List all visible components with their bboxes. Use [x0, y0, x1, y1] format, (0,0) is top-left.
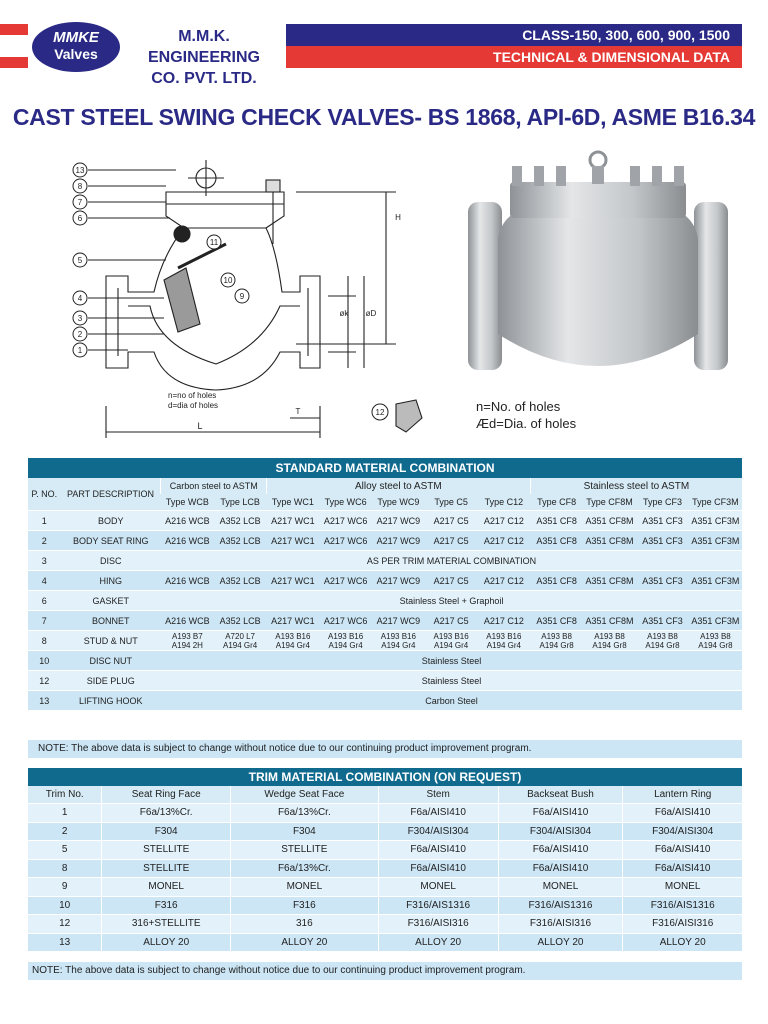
trim-cell: F6a/AISI410 [498, 841, 623, 860]
trim-cell: 316 [231, 915, 379, 934]
trim-cell: F316/AISI316 [623, 915, 742, 934]
legend-d: Æd=Dia. of holes [476, 416, 577, 431]
trim-col-header: Trim No. [28, 786, 102, 804]
company-name-line1: M.M.K. ENGINEERING [147, 28, 260, 66]
trim-cell: F6a/AISI410 [623, 841, 742, 860]
trim-row [28, 915, 742, 934]
material-cell: A217 WC6 [319, 571, 372, 591]
trim-row [28, 896, 742, 915]
company-logo [32, 22, 120, 72]
row-pno: 6 [28, 591, 61, 611]
material-note: NOTE: The above data is subject to change without notice due to our continuing product improvement program. [28, 740, 742, 758]
header-red-accent [0, 24, 28, 68]
trim-col-header: Lantern Ring [623, 786, 742, 804]
trim-cell: F316/AISI316 [378, 915, 498, 934]
material-cell: A351 CF3M [689, 611, 742, 631]
trim-cell: F316/AIS1316 [623, 896, 742, 915]
trim-cell: F316 [102, 896, 231, 915]
row-part: BONNET [61, 611, 161, 631]
trim-row [28, 859, 742, 878]
row-pno: 13 [28, 691, 61, 711]
trim-cell: STELLITE [231, 841, 379, 860]
note-d-holes: d=dia of holes [168, 401, 219, 410]
type-header: Type CF8 [530, 494, 583, 511]
type-header: Type LCB [214, 494, 267, 511]
valve-photo [468, 148, 728, 388]
trim-cell: ALLOY 20 [623, 933, 742, 951]
trim-cell: 13 [28, 933, 102, 951]
trim-cell: STELLITE [102, 859, 231, 878]
material-cell: A351 CF8M [583, 571, 636, 591]
trim-cell: F304/AISI304 [378, 822, 498, 841]
material-cell: A351 CF3M [689, 511, 742, 531]
material-cell: A217 WC1 [266, 531, 319, 551]
material-row [28, 611, 742, 631]
trim-cell: F6a/13%Cr. [231, 859, 379, 878]
material-cell: A217 C12 [477, 611, 530, 631]
material-cell: A351 CF8 [530, 511, 583, 531]
material-row [28, 511, 742, 531]
trim-col-header: Stem [378, 786, 498, 804]
dim-d-label: øD [365, 309, 377, 318]
group-carbon: Carbon steel to ASTM [161, 478, 267, 494]
material-cell: A351 CF3M [689, 571, 742, 591]
company-name [124, 26, 284, 89]
material-cell: A193 B8 A194 Gr8 [583, 631, 636, 651]
class-label: CLASS-150, 300, 600, 900, 1500 [522, 27, 730, 43]
material-cell: A217 WC9 [372, 611, 425, 631]
trim-table-title: TRIM MATERIAL COMBINATION (ON REQUEST) [28, 768, 742, 786]
row-pno: 3 [28, 551, 61, 571]
material-row [28, 551, 742, 571]
trim-cell: F6a/AISI410 [378, 804, 498, 823]
row-part: STUD & NUT [61, 631, 161, 651]
row-span-value: AS PER TRIM MATERIAL COMBINATION [161, 551, 742, 571]
trim-cell: 1 [28, 804, 102, 823]
trim-note: NOTE: The above data is subject to change without notice due to our continuing product improvement program. [28, 962, 742, 980]
material-cell: A216 WCB [161, 611, 214, 631]
type-header: Type WCB [161, 494, 214, 511]
trim-cell: MONEL [102, 878, 231, 897]
material-cell: A352 LCB [214, 511, 267, 531]
material-cell: A217 WC6 [319, 511, 372, 531]
col-part: PART DESCRIPTION [61, 478, 161, 511]
row-pno: 10 [28, 651, 61, 671]
material-cell: A217 C5 [425, 611, 478, 631]
trim-cell: F6a/13%Cr. [231, 804, 379, 823]
material-cell: A351 CF3 [636, 611, 689, 631]
material-cell: A217 WC9 [372, 511, 425, 531]
dim-t-label: T [295, 407, 301, 416]
trim-cell: F6a/AISI410 [498, 859, 623, 878]
callout-6: 6 [77, 214, 83, 223]
trim-cell: MONEL [498, 878, 623, 897]
material-cell: A193 B8 A194 Gr8 [689, 631, 742, 651]
material-table-title: STANDARD MATERIAL COMBINATION [28, 458, 742, 478]
material-cell: A217 C12 [477, 531, 530, 551]
trim-cell: F316/AISI316 [498, 915, 623, 934]
type-header: Type WC9 [372, 494, 425, 511]
trim-cell: 8 [28, 859, 102, 878]
callout-7: 7 [77, 198, 83, 207]
material-cell: A216 WCB [161, 531, 214, 551]
dim-l-label: L [197, 421, 203, 431]
material-cell: A352 LCB [214, 531, 267, 551]
section-banner [286, 46, 742, 68]
row-part: BODY SEAT RING [61, 531, 161, 551]
note-n-holes: n=no of holes [168, 391, 217, 400]
trim-cell: ALLOY 20 [102, 933, 231, 951]
callout-8: 8 [77, 182, 83, 191]
material-cell: A217 C5 [425, 511, 478, 531]
trim-row [28, 804, 742, 823]
row-span-value: Stainless Steel + Graphoil [161, 591, 742, 611]
logo-text-bottom: Valves [54, 46, 98, 62]
material-cell: A193 B7 A194 2H [161, 631, 214, 651]
material-cell: A720 L7 A194 Gr4 [214, 631, 267, 651]
trim-cell: 9 [28, 878, 102, 897]
row-pno: 12 [28, 671, 61, 691]
material-row [28, 531, 742, 551]
trim-cell: F6a/AISI410 [623, 804, 742, 823]
logo-text-top: MMKE [53, 29, 99, 46]
material-cell: A217 WC1 [266, 611, 319, 631]
trim-cell: F6a/AISI410 [498, 804, 623, 823]
dim-h-label: H [395, 213, 401, 222]
material-cell: A193 B8 A194 Gr8 [530, 631, 583, 651]
trim-cell: 2 [28, 822, 102, 841]
material-cell: A217 WC9 [372, 571, 425, 591]
material-cell: A217 C12 [477, 571, 530, 591]
callout-1: 1 [77, 346, 83, 355]
trim-cell: F304/AISI304 [498, 822, 623, 841]
trim-cell: ALLOY 20 [498, 933, 623, 951]
material-cell: A351 CF3 [636, 511, 689, 531]
material-cell: A351 CF8M [583, 531, 636, 551]
trim-cell: F6a/AISI410 [378, 841, 498, 860]
trim-cell: F6a/AISI410 [378, 859, 498, 878]
material-cell: A217 C12 [477, 511, 530, 531]
row-span-value: Carbon Steel [161, 691, 742, 711]
callout-11: 11 [209, 238, 219, 247]
type-header: Type CF3 [636, 494, 689, 511]
trim-row [28, 841, 742, 860]
material-row [28, 631, 742, 651]
row-pno: 4 [28, 571, 61, 591]
material-cell: A193 B16 A194 Gr4 [372, 631, 425, 651]
trim-cell: F304 [102, 822, 231, 841]
trim-cell: F316 [231, 896, 379, 915]
material-row [28, 671, 742, 691]
group-alloy: Alloy steel to ASTM [266, 478, 530, 494]
company-name-line2: CO. PVT. LTD. [151, 70, 257, 87]
material-cell: A217 WC9 [372, 531, 425, 551]
material-cell: A351 CF3M [689, 531, 742, 551]
trim-col-header: Wedge Seat Face [231, 786, 379, 804]
type-header: Type CF8M [583, 494, 636, 511]
col-pno: P. NO. [28, 478, 61, 511]
material-cell: A193 B16 A194 Gr4 [266, 631, 319, 651]
trim-cell: STELLITE [102, 841, 231, 860]
material-cell: A352 LCB [214, 611, 267, 631]
legend-n: n=No. of holes [476, 399, 561, 414]
callout-3: 3 [77, 314, 83, 323]
type-header: Type WC6 [319, 494, 372, 511]
material-cell: A351 CF8M [583, 611, 636, 631]
valve-section-drawing [66, 156, 426, 446]
row-part: BODY [61, 511, 161, 531]
trim-cell: F6a/AISI410 [623, 859, 742, 878]
trim-row [28, 933, 742, 951]
callout-12: 12 [375, 408, 385, 417]
row-span-value: Stainless Steel [161, 671, 742, 691]
trim-cell: ALLOY 20 [231, 933, 379, 951]
material-cell: A216 WCB [161, 511, 214, 531]
callout-10: 10 [223, 276, 233, 285]
material-row [28, 571, 742, 591]
page-title: CAST STEEL SWING CHECK VALVES- BS 1868, API-6D, ASME B16.34 [12, 104, 756, 130]
group-stainless: Stainless steel to ASTM [530, 478, 742, 494]
trim-cell: ALLOY 20 [378, 933, 498, 951]
row-pno: 8 [28, 631, 61, 651]
row-span-value: Stainless Steel [161, 651, 742, 671]
material-cell: A351 CF8 [530, 571, 583, 591]
callout-13: 13 [75, 166, 85, 175]
trim-cell: MONEL [231, 878, 379, 897]
row-pno: 1 [28, 511, 61, 531]
row-part: DISC [61, 551, 161, 571]
material-row [28, 591, 742, 611]
material-cell: A193 B8 A194 Gr8 [636, 631, 689, 651]
material-cell: A193 B16 A194 Gr4 [319, 631, 372, 651]
section-label: TECHNICAL & DIMENSIONAL DATA [493, 49, 730, 65]
type-header: Type CF3M [689, 494, 742, 511]
row-part: LIFTING HOOK [61, 691, 161, 711]
type-header: Type C5 [425, 494, 478, 511]
material-cell: A351 CF3 [636, 531, 689, 551]
row-part: HING [61, 571, 161, 591]
row-part: DISC NUT [61, 651, 161, 671]
material-cell: A352 LCB [214, 571, 267, 591]
trim-cell: F304/AISI304 [623, 822, 742, 841]
callout-9: 9 [239, 292, 245, 301]
callout-5: 5 [77, 256, 83, 265]
trim-table [28, 768, 742, 951]
trim-cell: 5 [28, 841, 102, 860]
material-cell: A193 B16 A194 Gr4 [425, 631, 478, 651]
trim-cell: 10 [28, 896, 102, 915]
callout-4: 4 [77, 294, 83, 303]
row-pno: 2 [28, 531, 61, 551]
class-banner [286, 24, 742, 46]
row-pno: 7 [28, 611, 61, 631]
material-cell: A217 C5 [425, 531, 478, 551]
row-part: GASKET [61, 591, 161, 611]
trim-row [28, 822, 742, 841]
material-cell: A193 B16 A194 Gr4 [477, 631, 530, 651]
material-cell: A216 WCB [161, 571, 214, 591]
trim-cell: 316+STELLITE [102, 915, 231, 934]
trim-col-header: Seat Ring Face [102, 786, 231, 804]
trim-cell: MONEL [378, 878, 498, 897]
material-cell: A351 CF3 [636, 571, 689, 591]
material-cell: A217 WC1 [266, 511, 319, 531]
trim-cell: F6a/13%Cr. [102, 804, 231, 823]
material-row [28, 651, 742, 671]
trim-row [28, 878, 742, 897]
material-table [28, 458, 742, 710]
trim-cell: MONEL [623, 878, 742, 897]
type-header: Type C12 [477, 494, 530, 511]
trim-cell: 12 [28, 915, 102, 934]
material-cell: A217 WC1 [266, 571, 319, 591]
row-part: SIDE PLUG [61, 671, 161, 691]
callout-2: 2 [77, 330, 83, 339]
trim-col-header: Backseat Bush [498, 786, 623, 804]
material-cell: A351 CF8M [583, 511, 636, 531]
trim-cell: F316/AIS1316 [498, 896, 623, 915]
material-row [28, 691, 742, 711]
material-cell: A217 WC6 [319, 611, 372, 631]
material-cell: A217 C5 [425, 571, 478, 591]
trim-cell: F304 [231, 822, 379, 841]
material-cell: A351 CF8 [530, 611, 583, 631]
trim-cell: F316/AIS1316 [378, 896, 498, 915]
dim-k-label: øk [339, 309, 349, 318]
material-cell: A217 WC6 [319, 531, 372, 551]
holes-legend [476, 398, 576, 432]
type-header: Type WC1 [266, 494, 319, 511]
material-cell: A351 CF8 [530, 531, 583, 551]
